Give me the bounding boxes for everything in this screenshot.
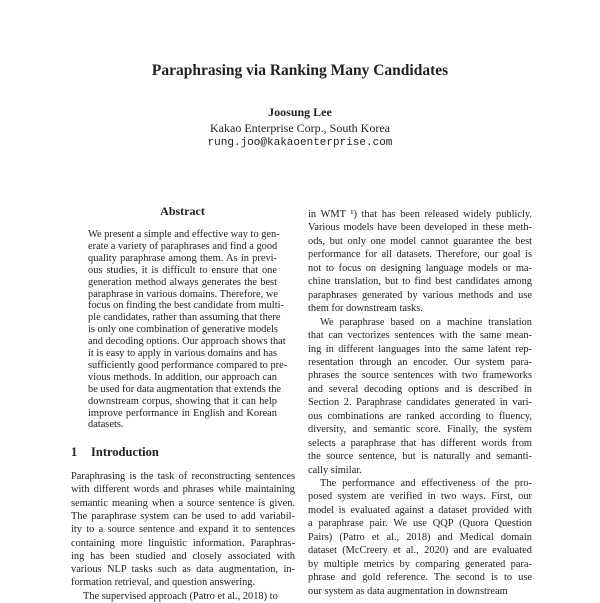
- section-number: 1: [71, 445, 78, 459]
- text-line: ods, but only one model cannot guarantee the best: [308, 235, 532, 247]
- text-line: downstream corpus, showing that it can help: [88, 395, 277, 407]
- text-line: not to focus on designing language models or ma-: [308, 262, 532, 274]
- text-line: Pairs) (Patro et al., 2018) and Medical domain: [308, 531, 532, 543]
- text-line: ous studies, it is difficult to ensure that one: [88, 264, 277, 276]
- text-line: our system as data augmentation in downstream: [308, 585, 508, 597]
- text-line: dataset (McCreery et al., 2020) and are evaluated: [308, 545, 532, 557]
- text-line: it is easy to apply in various domains and has: [88, 348, 277, 359]
- author-affiliation: Kakao Enterprise Corp., South Korea: [210, 121, 390, 135]
- text-line: erate a variety of paraphrases and find a good: [88, 240, 278, 252]
- text-line: resentation through an encoder. Our system para-: [308, 356, 532, 368]
- text-line: vious methods. In addition, our approach can: [88, 371, 277, 383]
- text-line: ing has been studied and closely associated with: [71, 550, 295, 562]
- text-line: improve performance in English and Korean: [88, 407, 277, 419]
- text-line: the source sentence, but is naturally and semanti-: [308, 451, 532, 463]
- text-line: phrases the source sentences with two frameworks: [308, 370, 532, 382]
- section-heading-introduction: [71, 445, 159, 460]
- author-name: Joosung Lee: [268, 105, 332, 119]
- text-line: Section 2. Paraphrase candidates generated in vari-: [308, 397, 532, 409]
- text-line: is only one combination of generative models: [88, 324, 278, 336]
- text-line: We paraphrase based on a machine translation: [320, 316, 532, 328]
- text-line: We present a simple and effective way to gen-: [88, 229, 280, 240]
- text-line: semantic meaning when a source sentence is given.: [71, 497, 295, 509]
- text-line: be used for data augmentation that extends the: [88, 383, 282, 395]
- text-line: sufficiently good performance compared to pre-: [88, 359, 288, 371]
- text-line: focus on finding the best candidate from multi-: [88, 300, 284, 312]
- text-line: diversity, and semantic score. Finally, the system: [308, 424, 532, 436]
- author-email: rung.joo@kakaoenterprise.com: [207, 137, 393, 149]
- text-line: and decoding options. Our approach shows that: [88, 336, 286, 348]
- text-line: and several decoding options and is described in: [308, 383, 532, 395]
- text-line: selects a paraphrase that has different words from: [308, 437, 532, 449]
- text-line: paraphrases generated by various methods and use: [308, 289, 532, 301]
- text-line: ous combinations are ranked according to fluency,: [308, 410, 532, 422]
- text-line: ity to a source sentence and expand it to sentences: [71, 524, 295, 536]
- text-line: with different words and phrases while maintaining: [71, 484, 295, 496]
- text-line: Various models have been developed in these meth-: [308, 222, 532, 234]
- text-line: in WMT ¹) that has been released widely publicly.: [308, 209, 532, 220]
- text-line: Paraphrasing is the task of reconstructing sentences: [71, 471, 295, 482]
- text-line: performance for all datasets. Therefore, our goal is: [308, 249, 532, 261]
- text-line: The performance and effectiveness of the pro-: [320, 478, 532, 489]
- text-line: posed system are verified in two ways. First, our: [308, 491, 532, 503]
- paper-title: Paraphrasing via Ranking Many Candidates: [151, 62, 449, 79]
- text-line: them for downstream tasks.: [308, 303, 423, 315]
- text-line: phrase and gold reference. The second is to use: [308, 572, 532, 584]
- text-line: model is evaluated against a dataset provided with: [308, 504, 532, 516]
- text-line: The supervised approach (Patro et al., 2018) to: [83, 590, 278, 602]
- text-line: generation method always generates the best: [88, 276, 277, 288]
- text-line: quality paraphrase among them. As in previ-: [88, 252, 277, 264]
- text-line: chine translation, but to find best candidates among: [308, 276, 532, 288]
- text-line: various NLP tasks such as data augmentation, in-: [71, 564, 295, 576]
- text-line: that can vectorizes sentences with the same mean-: [308, 330, 532, 342]
- text-line: paraphrase in various domains. Therefore, we: [88, 288, 278, 300]
- text-line: cally similar.: [308, 464, 362, 476]
- text-line: a paraphrase pair. We use QQP (Quora Question: [308, 518, 532, 530]
- text-line: ple candidates, rather than assuming that there: [88, 312, 281, 324]
- text-line: ing in different languages into the same latent rep-: [308, 343, 532, 355]
- text-line: containing more linguistic information. Paraphras-: [71, 537, 295, 549]
- abstract-heading: Abstract: [160, 204, 205, 218]
- text-line: The paraphrase system can be used to add variabil-: [71, 510, 295, 522]
- text-line: datasets.: [88, 419, 124, 431]
- text-line: formation retrieval, and question answering.: [71, 577, 256, 589]
- section-title: Introduction: [91, 445, 159, 459]
- text-line: by multiple metrics by comparing generated para-: [308, 558, 532, 570]
